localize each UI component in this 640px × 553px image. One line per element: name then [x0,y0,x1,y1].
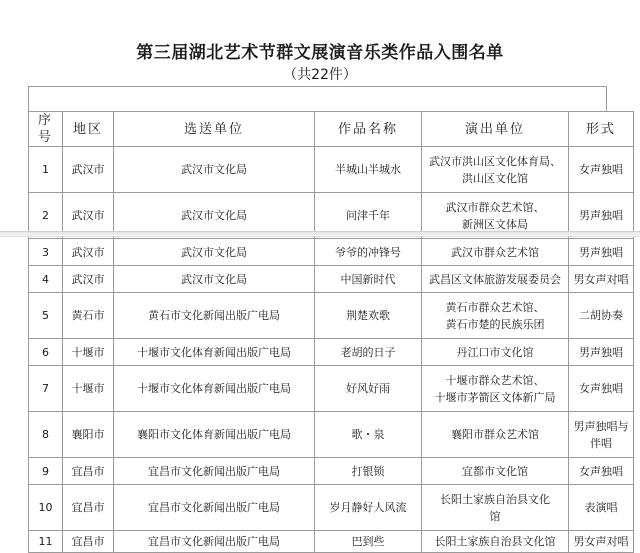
form-line: 男女声对唱 [573,272,629,286]
cell-form [569,366,634,412]
cell-form [569,147,634,193]
page-fold-divider [0,231,640,237]
form-line: 男声独唱 [579,345,623,359]
cell-work: 半城山半城水 [315,147,422,193]
performer-line: 黄石市群众艺术馆、 [445,300,545,314]
table-row [29,147,634,193]
performer-line: 武昌区文体旅游发展委员会 [429,272,561,286]
performer-line: 武汉市群众艺术馆、 [445,200,545,214]
cell-work: 好风好雨 [315,366,422,412]
cell-unit: 武汉市文化局 [114,239,315,266]
cell-unit: 宜昌市文化新闻出版广电局 [114,485,315,531]
header-performer: 演出单位 [422,112,569,147]
form-line: 男声独唱 [579,209,623,222]
form-line: 男女声对唱 [573,535,629,548]
cell-no: 4 [29,266,63,293]
form-line: 二胡协奏 [579,309,623,322]
cell-form [569,266,634,293]
cell-work: 荆楚欢歌 [315,293,422,339]
cell-performer [422,412,569,458]
cell-no: 2 [29,193,63,239]
performer-line: 长阳土家族自治县文化 [440,492,550,506]
cell-work: 巴到些 [315,531,422,553]
performer-line: 长阳土家族自治县文化馆 [434,535,556,548]
performer-line: 新洲区文体局 [462,217,528,231]
cell-unit: 武汉市文化局 [114,193,315,239]
cell-no: 11 [29,531,63,553]
cell-form [569,531,634,553]
cell-form [569,485,634,531]
cell-performer [422,293,569,339]
header-form: 形式 [569,112,634,147]
form-line: 男声独唱 [579,245,623,259]
header-no: 序号 [29,112,63,147]
header-unit: 选送单位 [114,112,315,147]
cell-performer [422,531,569,553]
cell-no: 9 [29,458,63,485]
cell-unit: 宜昌市文化新闻出版广电局 [114,531,315,553]
performer-line: 十堰市群众艺术馆、 [445,373,545,387]
cell-unit: 十堰市文化体育新闻出版广电局 [114,366,315,412]
cell-unit: 宜昌市文化新闻出版广电局 [114,458,315,485]
cell-no: 6 [29,339,63,366]
cell-region: 黄石市 [63,293,114,339]
cell-work: 打银锁 [315,458,422,485]
performer-line: 馆 [489,509,501,523]
cell-performer [422,266,569,293]
table-row [29,366,634,412]
cell-unit: 武汉市文化局 [114,266,315,293]
form-line: 女声独唱 [579,163,623,176]
performer-line: 武汉市群众艺术馆 [451,245,539,259]
cell-region: 宜昌市 [63,485,114,531]
performer-line: 宜都市文化馆 [462,464,528,478]
performer-line: 丹江口市文化馆 [456,345,534,359]
cell-performer [422,458,569,485]
cell-unit: 黄石市文化新闻出版广电局 [114,293,315,339]
cell-region: 武汉市 [63,193,114,239]
cell-work: 爷爷的冲锋号 [315,239,422,266]
cell-region: 宜昌市 [63,458,114,485]
cell-unit: 十堰市文化体育新闻出版广电局 [114,339,315,366]
cell-work: 歌・泉 [315,412,422,458]
form-line: 男声独唱与 [573,419,629,433]
cell-performer [422,239,569,266]
cell-performer [422,366,569,412]
form-line: 伴唱 [590,436,612,450]
cell-form [569,239,634,266]
cell-work: 中国新时代 [315,266,422,293]
cell-region: 襄阳市 [63,412,114,458]
table-row [29,485,634,531]
cell-unit: 武汉市文化局 [114,147,315,193]
cell-region: 十堰市 [63,366,114,412]
table-row [29,239,634,266]
cell-region: 武汉市 [63,239,114,266]
cell-region: 十堰市 [63,339,114,366]
performer-line: 襄阳市群众艺术馆 [451,428,539,441]
cell-no: 1 [29,147,63,193]
document-subtitle: （共22件） [283,67,357,83]
cell-performer [422,485,569,531]
form-line: 女声独唱 [579,464,623,478]
performer-line: 武汉市洪山区文化体育局、 [429,154,561,168]
cell-no: 7 [29,366,63,412]
form-line: 表演唱 [584,501,618,514]
cell-form [569,458,634,485]
table-row [29,531,634,553]
table-header-row [29,112,634,147]
cell-no: 5 [29,293,63,339]
table-top-blank-row [28,86,607,111]
cell-work: 岁月静好人风流 [315,485,422,531]
table-row [29,458,634,485]
performer-line: 黄石市楚的民族乐团 [445,317,545,331]
cell-no: 8 [29,412,63,458]
table-row [29,412,634,458]
cell-work: 老胡的日子 [315,339,422,366]
cell-form [569,293,634,339]
table-row [29,266,634,293]
form-line: 女声独唱 [579,382,623,395]
cell-unit: 襄阳市文化体育新闻出版广电局 [114,412,315,458]
cell-region: 宜昌市 [63,531,114,553]
header-work: 作品名称 [315,112,422,147]
cell-work: 问津千年 [315,193,422,239]
header-region: 地区 [63,112,114,147]
cell-region: 武汉市 [63,147,114,193]
cell-performer [422,339,569,366]
cell-form [569,339,634,366]
table-row [29,293,634,339]
table-row [29,339,634,366]
document-title: 第三届湖北艺术节群文展演音乐类作品入围名单 [136,43,504,63]
cell-performer [422,147,569,193]
cell-form [569,412,634,458]
nominee-table [28,111,634,553]
performer-line: 十堰市茅箭区文体新广局 [434,390,556,404]
cell-no: 10 [29,485,63,531]
cell-region: 武汉市 [63,266,114,293]
performer-line: 洪山区文化馆 [462,171,528,185]
cell-no: 3 [29,239,63,266]
